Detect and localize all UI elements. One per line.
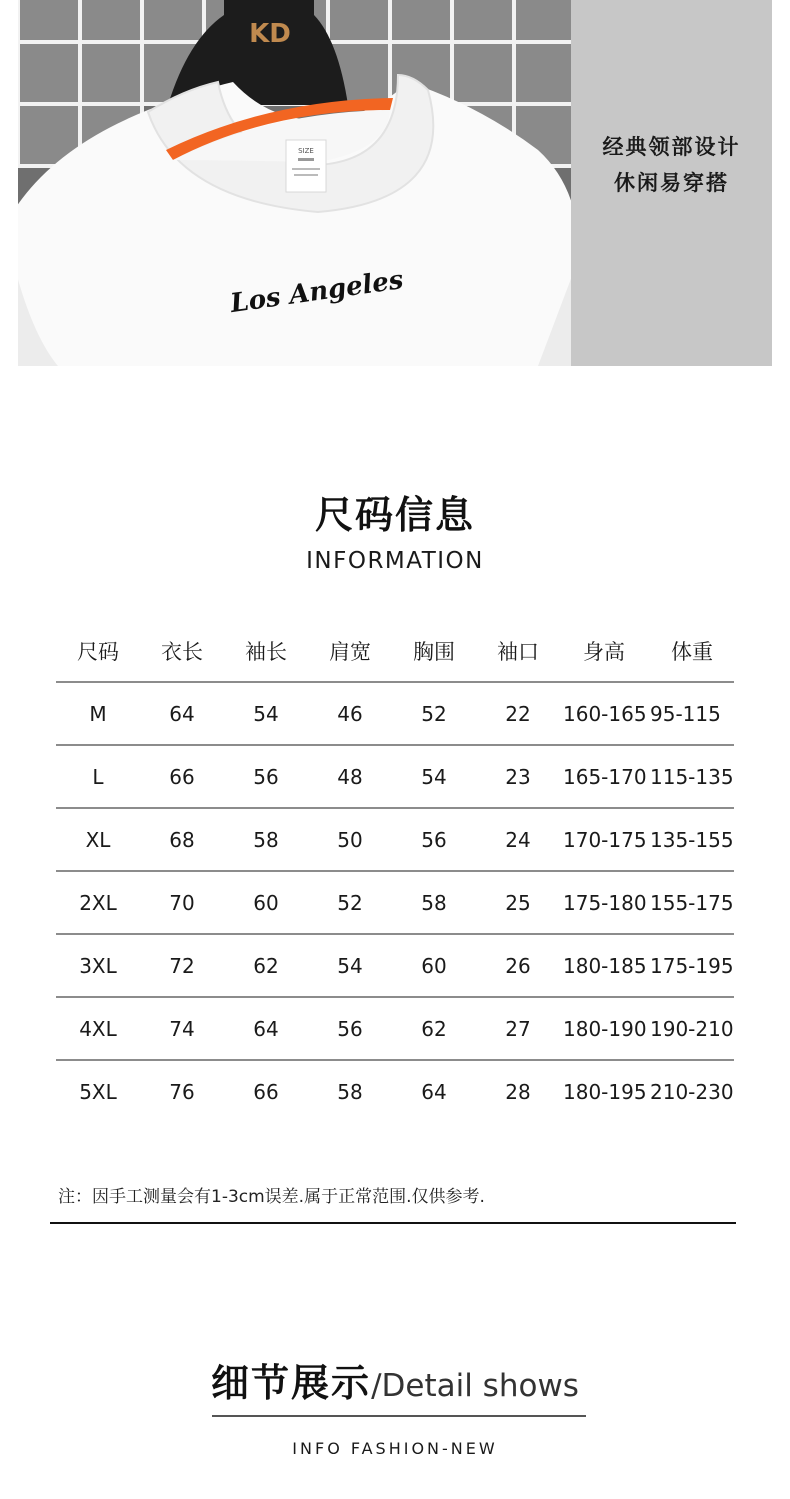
- table-cell: 66: [169, 765, 195, 789]
- table-row: [56, 683, 734, 746]
- table-cell: 210-230: [650, 1080, 734, 1104]
- size-title: 尺码信息: [314, 493, 475, 537]
- table-cell: 180-190: [563, 1017, 647, 1041]
- table-cell: 70: [169, 891, 195, 915]
- table-cell: 56: [253, 765, 279, 789]
- caption-line-1: 经典领部设计: [602, 135, 741, 159]
- column-header: 尺码: [77, 640, 119, 664]
- table-cell: 52: [421, 702, 447, 726]
- table-cell: 52: [337, 891, 363, 915]
- column-header: 身高: [583, 640, 625, 664]
- table-cell: 5XL: [79, 1080, 117, 1104]
- table-cell: 4XL: [79, 1017, 117, 1041]
- table-cell: 180-195: [563, 1080, 647, 1104]
- column-header: 体重: [671, 640, 713, 664]
- size-table: [56, 620, 734, 1124]
- detail-subtitle: INFO FASHION-NEW: [292, 1439, 498, 1458]
- table-cell: 64: [253, 1017, 279, 1041]
- table-cell: 58: [421, 891, 447, 915]
- table-cell: 60: [253, 891, 279, 915]
- table-header-row: [56, 620, 734, 683]
- table-cell: 180-185: [563, 954, 647, 978]
- table-row: [56, 872, 734, 935]
- table-row: [56, 935, 734, 998]
- table-cell: 170-175: [563, 828, 647, 852]
- table-cell: 22: [505, 702, 531, 726]
- table-cell: 68: [169, 828, 195, 852]
- table-row: [56, 809, 734, 872]
- table-cell: M: [89, 702, 107, 726]
- table-cell: 64: [421, 1080, 447, 1104]
- table-cell: 72: [169, 954, 195, 978]
- table-cell: XL: [85, 828, 111, 852]
- hero-caption: [571, 0, 772, 366]
- table-cell: 60: [421, 954, 447, 978]
- divider: [212, 1415, 586, 1417]
- divider: [50, 1222, 736, 1224]
- table-cell: 54: [421, 765, 447, 789]
- table-cell: 26: [505, 954, 531, 978]
- size-tag-text: SIZE: [298, 147, 314, 155]
- size-subtitle: INFORMATION: [306, 548, 484, 574]
- table-cell: 48: [337, 765, 363, 789]
- table-cell: 95-115: [650, 702, 721, 726]
- table-cell: 56: [421, 828, 447, 852]
- table-cell: 56: [337, 1017, 363, 1041]
- table-cell: 175-195: [650, 954, 734, 978]
- table-cell: 115-135: [650, 765, 734, 789]
- table-cell: L: [92, 765, 104, 789]
- table-cell: 62: [421, 1017, 447, 1041]
- table-cell: 160-165: [563, 702, 647, 726]
- table-cell: 28: [505, 1080, 531, 1104]
- caption-line-2: 休闲易穿搭: [614, 171, 729, 195]
- table-cell: 62: [253, 954, 279, 978]
- hero-banner: [18, 0, 772, 366]
- table-cell: 3XL: [79, 954, 117, 978]
- column-header: 袖口: [497, 640, 539, 664]
- table-cell: 24: [505, 828, 531, 852]
- table-cell: 25: [505, 891, 531, 915]
- column-header: 衣长: [161, 640, 203, 664]
- table-row: [56, 998, 734, 1061]
- table-cell: 74: [169, 1017, 195, 1041]
- table-cell: 165-170: [563, 765, 647, 789]
- table-row: [56, 1061, 734, 1124]
- table-cell: 135-155: [650, 828, 734, 852]
- hanger-logo: KD: [249, 19, 291, 49]
- chest-print: Los Angeles: [228, 265, 406, 320]
- table-cell: 66: [253, 1080, 279, 1104]
- column-header: 肩宽: [329, 640, 371, 664]
- table-cell: 2XL: [79, 891, 117, 915]
- column-header: 胸围: [413, 640, 455, 664]
- table-cell: 175-180: [563, 891, 647, 915]
- table-cell: 50: [337, 828, 363, 852]
- table-cell: 27: [505, 1017, 531, 1041]
- table-row: [56, 746, 734, 809]
- table-cell: 190-210: [650, 1017, 734, 1041]
- column-header: 袖长: [245, 640, 287, 664]
- detail-heading: [0, 1352, 790, 1407]
- product-photo: [18, 0, 571, 366]
- table-cell: 58: [253, 828, 279, 852]
- table-cell: 46: [337, 702, 363, 726]
- table-cell: 155-175: [650, 891, 734, 915]
- detail-title-cn: 细节展示: [211, 1361, 372, 1405]
- table-cell: 64: [169, 702, 195, 726]
- detail-title-en: /Detail shows: [371, 1368, 579, 1404]
- table-cell: 58: [337, 1080, 363, 1104]
- table-cell: 23: [505, 765, 531, 789]
- table-cell: 54: [337, 954, 363, 978]
- measurement-note: 注：因手工测量会有1-3cm误差.属于正常范围.仅供参考.: [58, 1187, 485, 1207]
- table-cell: 76: [169, 1080, 195, 1104]
- table-cell: 54: [253, 702, 279, 726]
